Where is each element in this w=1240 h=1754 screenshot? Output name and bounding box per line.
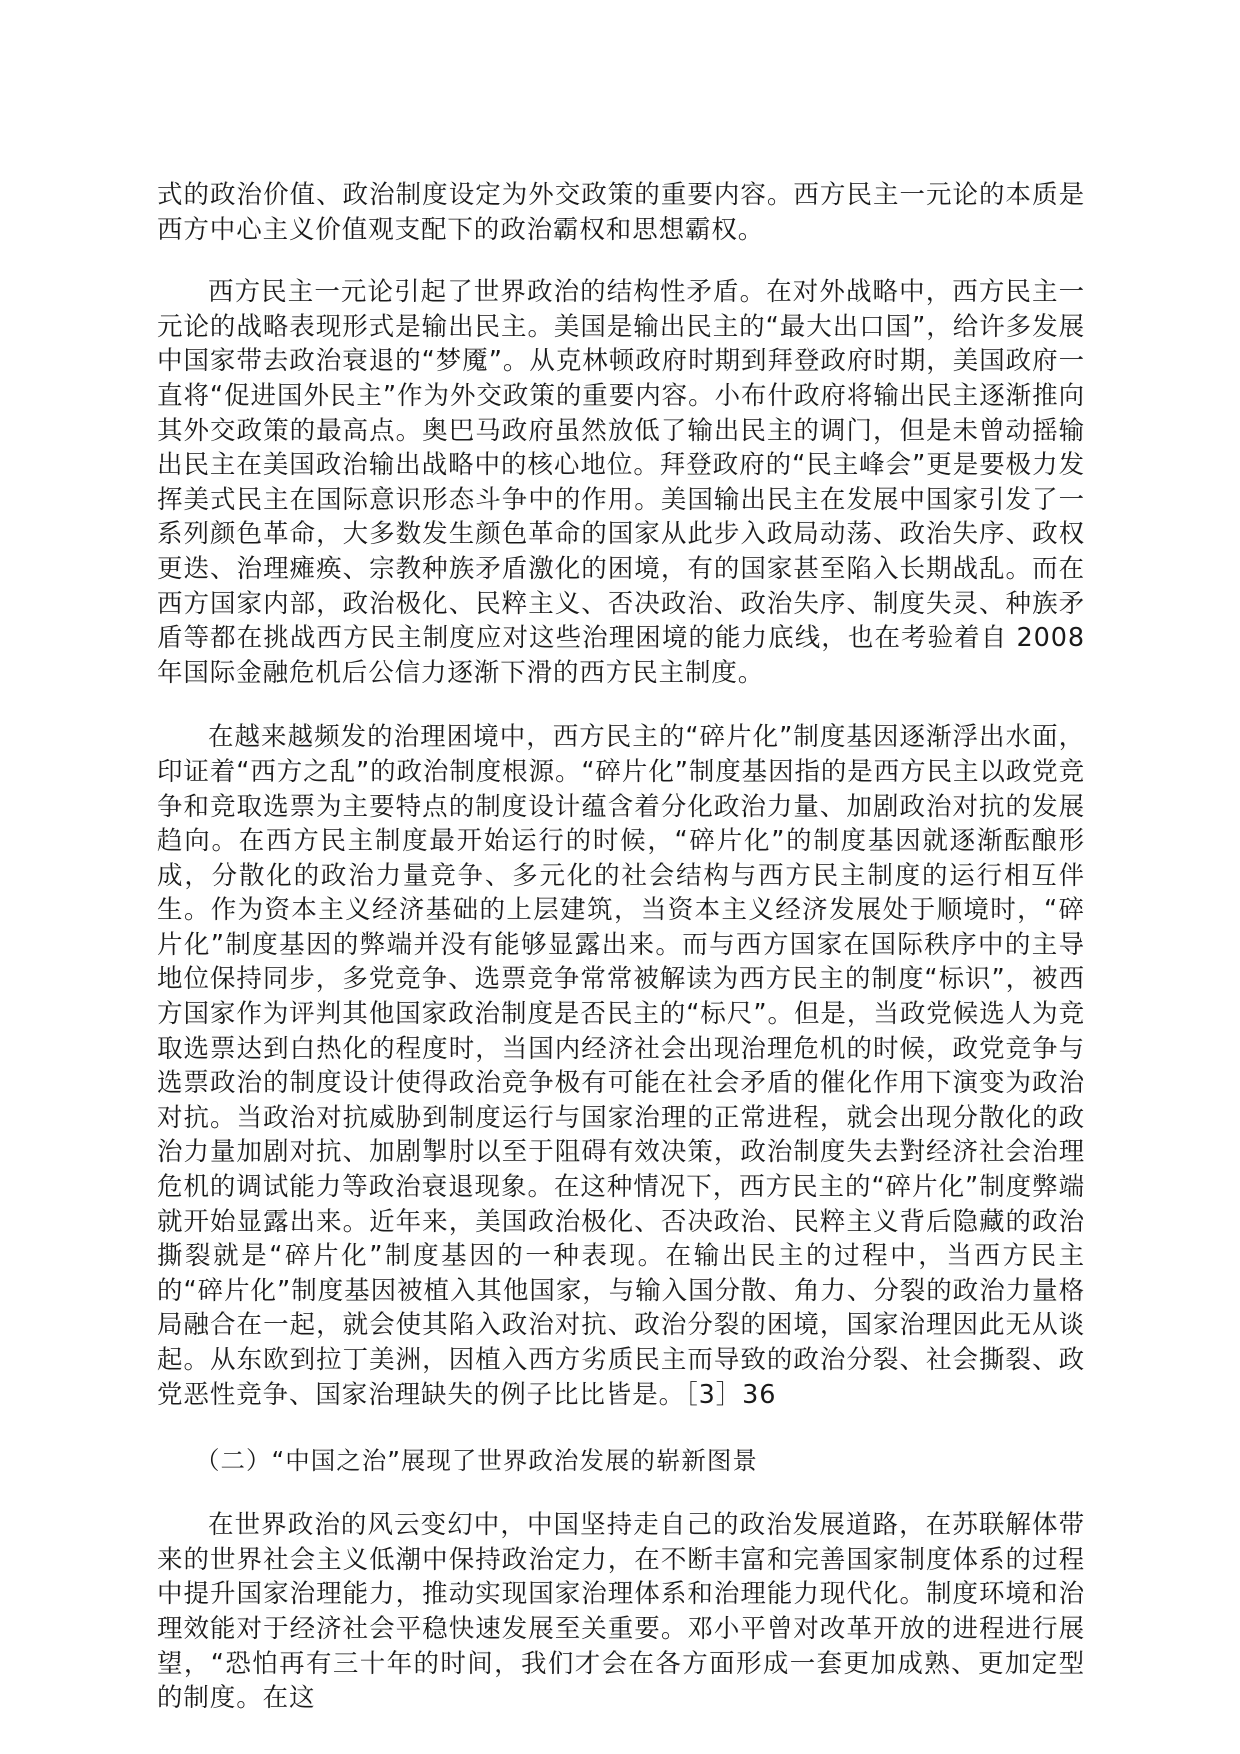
paragraph-continuation: 式的政治价值、政治制度设定为外交政策的重要内容。西方民主一元论的本质是西方中心主义价值观支配下的政治霸权和思想霸权。 — [157, 180, 1085, 245]
paragraph-fragmentation: 在越来越频发的治理困境中，西方民主的“碎片化”制度基因逐渐浮出水面，印证着“西方之乱”的政治制度根源。“碎片化”制度基因指的是西方民主以政党竞争和竞取选票为主要特点的制度设计蕴含着分化政治力量、加剧政治对抗的发展趋向。在西方民主制度最开始运行的时候，“碎片化”的制度基因就逐渐酝酿形成，分散化的政治力量竞争、多元化的社会结构与西方民主制度的运行相互伴生。作为资本主义经济基础的上层建筑，当资本主义经济发展处于顺境时，“碎片化”制度基因的弊端并没有能够显露出来。而与西方国家在国际秩序中的主导地位保持同步，多党竞争、选票竞争常常被解读为西方民主的制度“标识”，被西方国家作为评判其他国家政治制度是否民主的“标尺”。但是，当政党候选人为竞取选票达到白热化的程度时，当国内经济社会出现治理危机的时候，政党竞争与选票政治的制度设计使得政治竞争极有可能在社会矛盾的催化作用下演变为政治对抗。当政治对抗威胁到制度运行与国家治理的正常进程，就会出现分散化的政治力量加剧对抗、加剧掣肘以至于阻碍有效决策，政治制度失去對经济社会治理危机的调试能力等政治衰退现象。在这种情况下，西方民主的“碎片化”制度弊端就开始显露出来。近年来，美国政治极化、否决政治、民粹主义背后隐藏的政治撕裂就是“碎片化”制度基因的一种表现。在输出民主的过程中，当西方民主的“碎片化”制度基因被植入其他国家，与输入国分散、角力、分裂的政治力量格局融合在一起，就会使其陷入政治对抗、政治分裂的困境，国家治理因此无从谈起。从东欧到拉丁美洲，因植入西方劣质民主而导致的政治分裂、社会撕裂、政党恶性竞争、国家治理缺失的例子比比皆是。［3］36 — [157, 722, 1085, 1410]
paragraph-china-governance: 在世界政治的风云变幻中，中国坚持走自己的政治发展道路，在苏联解体带来的世界社会主义低潮中保持政治定力，在不断丰富和完善国家制度体系的过程中提升国家治理能力，推动实现国家治理体系和治理能力现代化。制度环境和治理效能对于经济社会平稳快速发展至关重要。邓小平曾对改革开放的进程进行展望，“恐怕再有三十年的时间，我们才会在各方面形成一套更加成熟、更加定型的制度。在这 — [157, 1510, 1085, 1714]
document-page — [157, 178, 1085, 1716]
paragraph-democracy-export: 西方民主一元论引起了世界政治的结构性矛盾。在对外战略中，西方民主一元论的战略表现形式是输出民主。美国是输出民主的“最大出口国”，给许多发展中国家带去政治衰退的“梦魇”。从克林顿政府时期到拜登政府时期，美国政府一直将“促进国外民主”作为外交政策的重要内容。小布什政府将输出民主逐渐推向其外交政策的最高点。奥巴马政府虽然放低了输出民主的调门，但是未曾动摇输出民主在美国政治输出战略中的核心地位。拜登政府的“民主峰会”更是要极力发挥美式民主在国际意识形态斗争中的作用。美国输出民主在发展中国家引发了一系列颜色革命，大多数发生颜色革命的国家从此步入政局动荡、政治失序、政权更迭、治理瘫痪、宗教种族矛盾激化的困境，有的国家甚至陷入长期战乱。而在西方国家内部，政治极化、民粹主义、否决政治、政治失序、制度失灵、种族矛盾等都在挑战西方民主制度应对这些治理困境的能力底线，也在考验着自 2008 年国际金融危机后公信力逐渐下滑的西方民主制度。 — [157, 277, 1085, 688]
section-subheading: （二）“中国之治”展现了世界政治发展的崭新图景 — [195, 1446, 758, 1476]
